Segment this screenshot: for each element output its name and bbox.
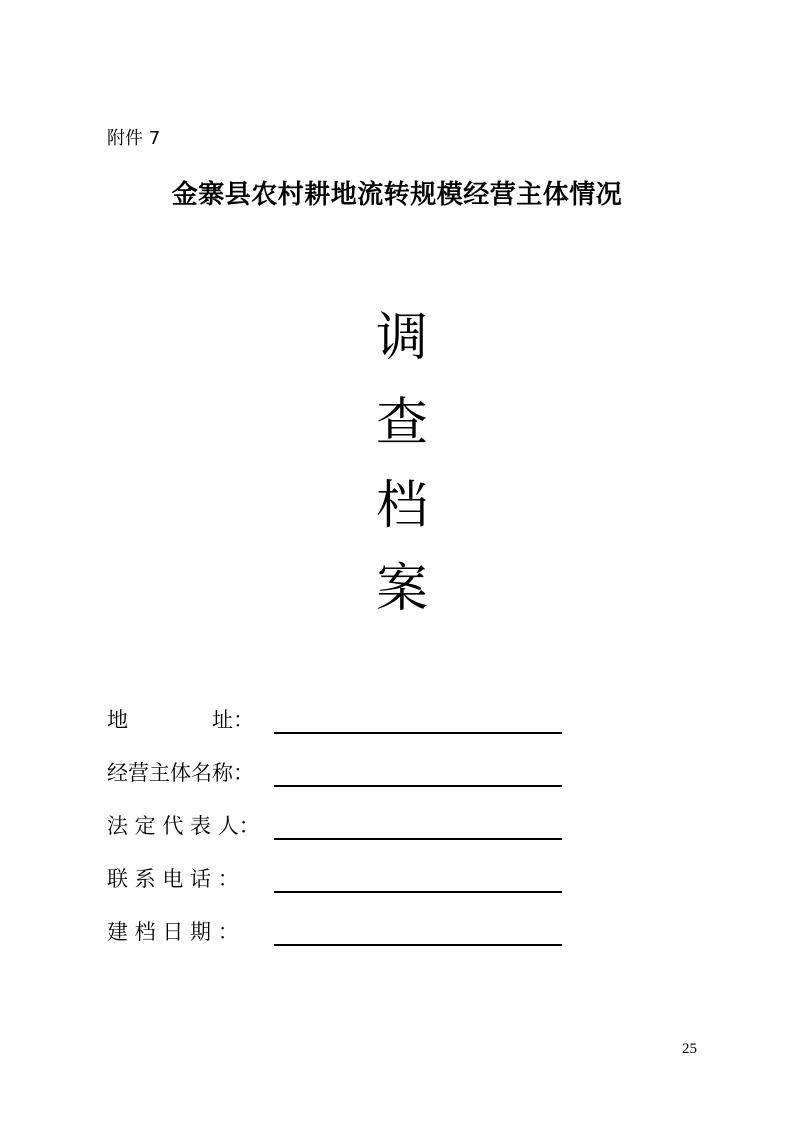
field-address <box>107 702 562 734</box>
vertical-title-char-2: 查 <box>375 393 428 453</box>
vertical-title-char-3: 档 <box>375 476 428 536</box>
vertical-title-char-4: 案 <box>375 559 428 619</box>
field-legal-rep-line[interactable] <box>274 816 562 840</box>
document-title: 金寨县农村耕地流转规模经营主体情况 <box>171 180 623 210</box>
field-phone <box>107 861 562 893</box>
field-entity-name <box>107 755 562 787</box>
field-address-label: 地 址： <box>107 708 254 732</box>
page-number: 25 <box>682 1041 697 1057</box>
field-filing-date <box>107 914 562 946</box>
attachment-label: 附件 7 <box>107 128 161 149</box>
field-filing-date-label: 建 档 日 期 ： <box>107 920 239 944</box>
field-entity-name-label: 经营主体名称： <box>107 761 254 785</box>
field-legal-rep <box>107 808 562 840</box>
field-legal-rep-label: 法 定 代 表 人： <box>107 814 260 838</box>
field-filing-date-line[interactable] <box>274 922 562 946</box>
field-phone-label: 联 系 电 话 ： <box>107 867 239 891</box>
field-entity-name-line[interactable] <box>274 763 562 787</box>
field-phone-line[interactable] <box>274 869 562 893</box>
vertical-title-char-1: 调 <box>375 308 428 368</box>
field-address-line[interactable] <box>274 710 562 734</box>
